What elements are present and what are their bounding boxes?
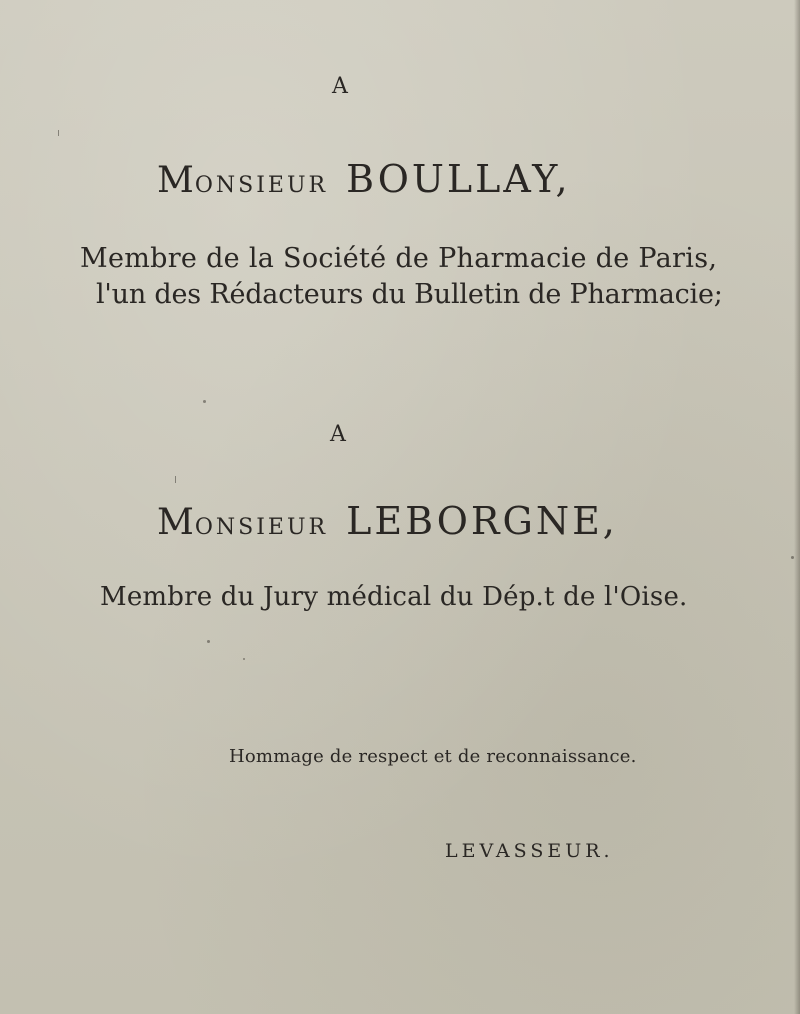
preposition-first: A [332,74,348,99]
recipient-heading-leborgne [157,499,618,543]
paper-speck [175,476,176,483]
leborgne-description-line1: Membre du Jury médical du Dép.t de l'Oise. [100,582,688,612]
recipient-name-leborgne: LEBORGNE, [346,499,618,543]
paper-speck [58,130,59,136]
recipient-heading-boullay [157,157,571,201]
homage-line: Hommage de respect et de reconnaissance. [229,746,637,767]
recipient-name-boullay: BOULLAY, [346,157,571,201]
title-rest-second: ONSIEUR [194,515,329,540]
paper-speck [203,400,206,403]
boullay-description-line1: Membre de la Société de Pharmacie de Paris, [80,243,718,274]
preposition-second: A [330,422,346,447]
title-initial-first: M [157,160,195,201]
title-initial-second: M [157,502,195,543]
author-signature: LEVASSEUR. [445,840,614,862]
page-edge-shadow [794,0,800,1014]
title-rest-first: ONSIEUR [194,173,329,198]
paper-speck [243,658,245,660]
boullay-description-line2: l'un des Rédacteurs du Bulletin de Pharmacie; [96,279,723,310]
paper-speck [207,640,210,643]
